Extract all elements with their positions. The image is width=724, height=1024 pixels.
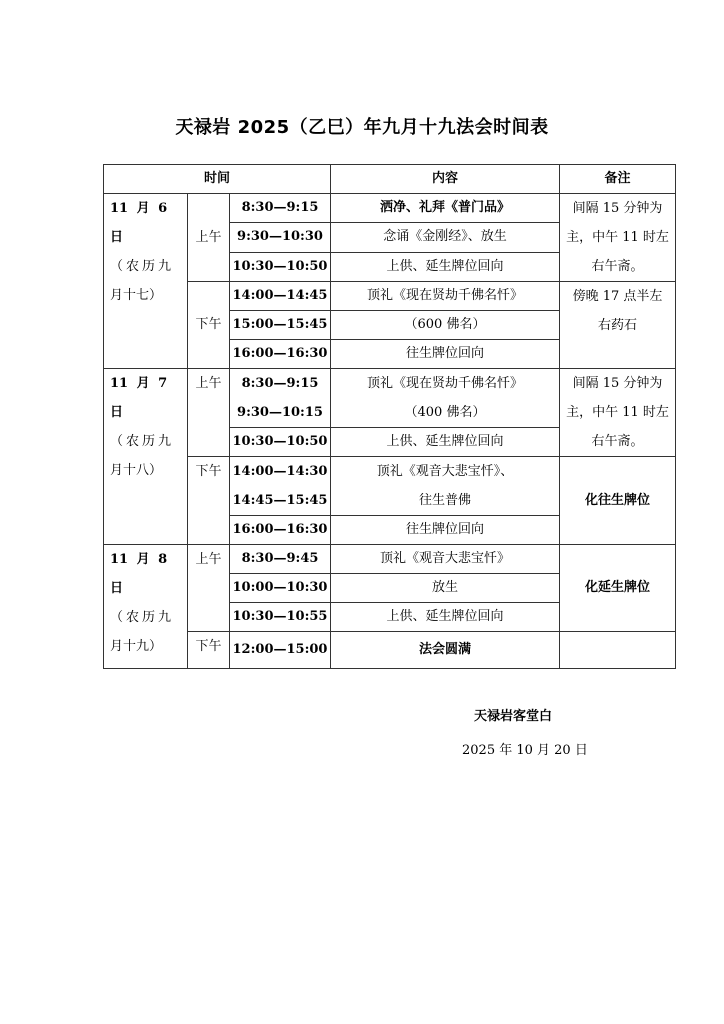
period-morning: 上午 <box>188 194 230 282</box>
period-afternoon: 下午 <box>188 282 230 369</box>
period-morning: 上午 <box>188 545 230 632</box>
time-cell: 16:00—16:30 <box>230 340 331 369</box>
time-cell: 10:30—10:50 <box>230 252 331 281</box>
date-line: 11 月 8 日 <box>110 552 168 596</box>
note-cell: 化往生牌位 <box>560 457 676 545</box>
header-time: 时间 <box>104 165 331 194</box>
content-cell: 往生牌位回向 <box>331 516 560 545</box>
period-afternoon: 下午 <box>188 457 230 545</box>
date-line: （农历九 <box>110 610 175 625</box>
page-title: 天禄岩 2025（乙巳）年九月十九法会时间表 <box>175 117 549 138</box>
time-cell: 10:30—10:55 <box>230 603 331 632</box>
time-cell: 10:30—10:50 <box>230 428 331 457</box>
content-cell: 顶礼《现在贤劫千佛名忏》 （400 佛名） <box>331 369 560 428</box>
table-row <box>104 545 676 574</box>
sign-date: 2025 年 10 月 20 日 <box>462 743 588 758</box>
time-cell: 8:30—9:15 9:30—10:15 <box>230 369 331 428</box>
time-cell: 8:30—9:15 <box>230 194 331 223</box>
table-row <box>104 632 676 669</box>
content-cell: （600 佛名） <box>331 311 560 340</box>
note-cell: 间隔 15 分钟为 主，中午 11 时左 右午斋。 <box>560 194 676 282</box>
time-cell: 14:00—14:30 14:45—15:45 <box>230 457 331 516</box>
content-cell: 顶礼《观音大悲宝忏》、 往生普佛 <box>331 457 560 516</box>
date-line: （农历九 <box>110 434 175 449</box>
note-cell: 化延生牌位 <box>560 545 676 632</box>
table-row <box>104 194 676 223</box>
content-cell: 上供、延生牌位回向 <box>331 252 560 281</box>
time-cell: 9:30—10:30 <box>230 223 331 252</box>
date-line: 月十八） <box>110 463 163 478</box>
period-morning: 上午 <box>188 369 230 457</box>
note-cell: 傍晚 17 点半左 右药石 <box>560 282 676 369</box>
content-cell: 法会圆满 <box>331 632 560 669</box>
content-cell: 放生 <box>331 574 560 603</box>
table-row <box>104 457 676 487</box>
content-cell: 顶礼《现在贤劫千佛名忏》 <box>331 282 560 311</box>
period-afternoon: 下午 <box>188 632 230 669</box>
time-cell: 15:00—15:45 <box>230 311 331 340</box>
header-note: 备注 <box>560 165 676 194</box>
header-content: 内容 <box>331 165 560 194</box>
time-cell: 10:00—10:30 <box>230 574 331 603</box>
content-cell: 往生牌位回向 <box>331 340 560 369</box>
date-cell <box>104 369 188 545</box>
date-line: （农历九 <box>110 259 175 274</box>
date-line: 11 月 6 日 <box>110 201 168 245</box>
table-row <box>104 369 676 399</box>
content-cell: 念诵《金刚经》、放生 <box>331 223 560 252</box>
date-line: 月十七） <box>110 288 163 303</box>
content-cell: 上供、延生牌位回向 <box>331 428 560 457</box>
note-cell: 间隔 15 分钟为 主，中午 11 时左 右午斋。 <box>560 369 676 457</box>
date-line: 11 月 7 日 <box>110 376 168 420</box>
date-line: 月十九） <box>110 639 163 654</box>
note-cell <box>560 632 676 669</box>
content-cell: 上供、延生牌位回向 <box>331 603 560 632</box>
schedule-table <box>103 164 676 669</box>
signature: 天禄岩客堂白 <box>474 709 553 724</box>
content-cell: 顶礼《观音大悲宝忏》 <box>331 545 560 574</box>
table-header-row <box>104 165 676 194</box>
date-cell <box>104 194 188 369</box>
time-cell: 14:00—14:45 <box>230 282 331 311</box>
table-row <box>104 282 676 311</box>
time-cell: 16:00—16:30 <box>230 516 331 545</box>
date-cell <box>104 545 188 669</box>
time-cell: 12:00—15:00 <box>230 632 331 669</box>
time-cell: 8:30—9:45 <box>230 545 331 574</box>
content-cell: 洒净、礼拜《普门品》 <box>331 194 560 223</box>
